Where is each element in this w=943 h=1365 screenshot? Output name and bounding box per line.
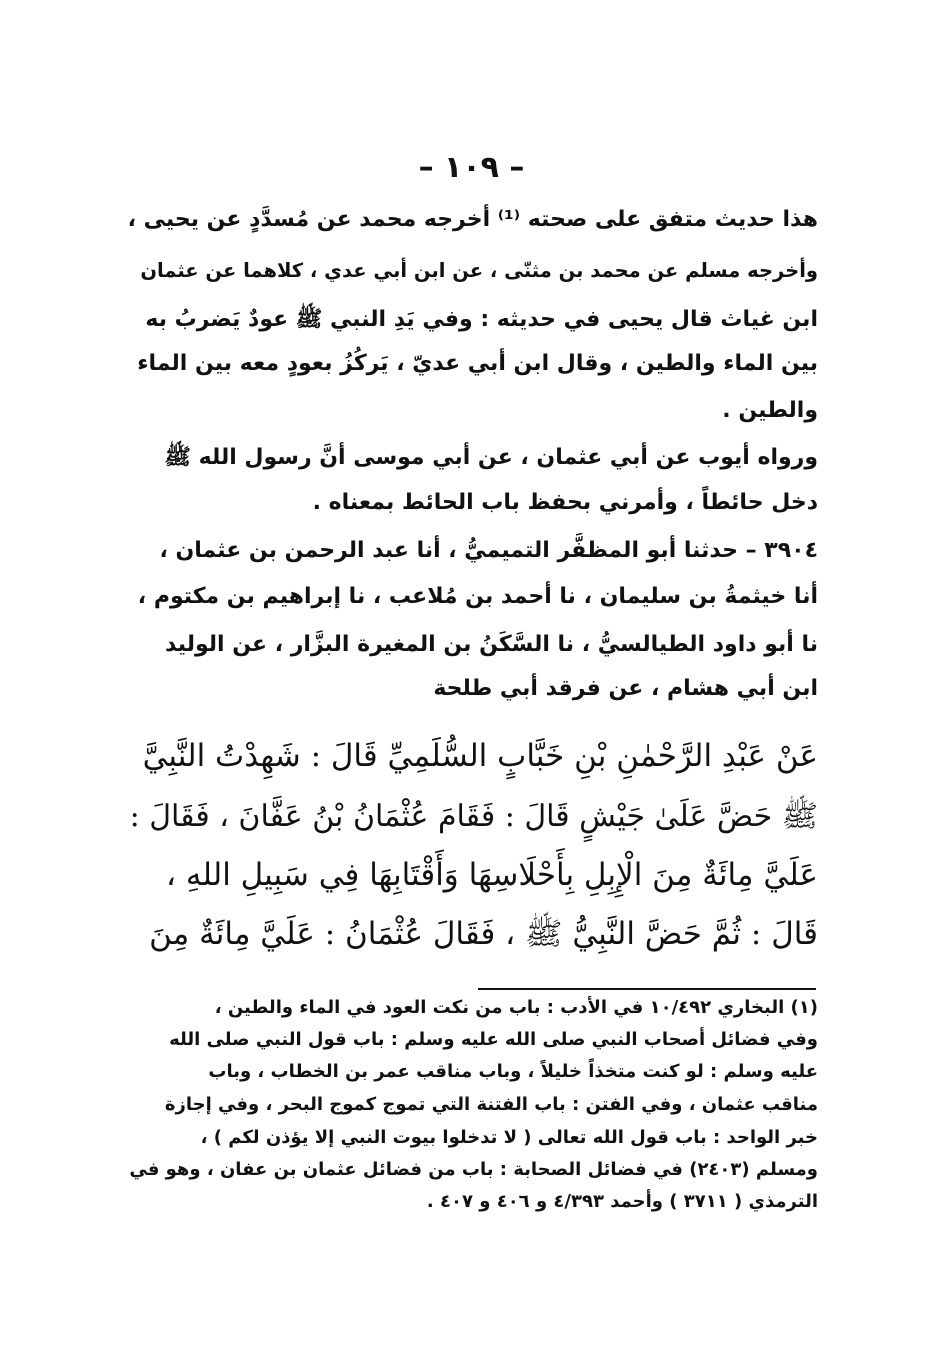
paragraph-1-line-1: هذا حديث متفق على صحته ⁽¹⁾ أخرجه محمد عن مُسدَّدٍ عن يحيى ، <box>127 207 818 232</box>
footnote-line-4: مناقب عثمان ، وفي الفتن : باب الفتنة التي تموج كموج البحر ، وفي إجازة <box>164 1094 818 1115</box>
paragraph-3-line-3: نا أبو داود الطيالسيُّ ، نا السَّكَنُ بن المغيرة البزَّار ، عن الوليد <box>165 632 818 657</box>
footnote-line-3: عليه وسلم : لو كنت متخذاً خليلاً ، وباب مناقب عمر بن الخطاب ، وباب <box>208 1061 818 1082</box>
footnote-line-6: ومسلم (٢٤٠٣) في فضائل الصحابة : باب من فضائل عثمان بن عفان ، وهو في <box>129 1159 818 1180</box>
paragraph-3-line-1: ٣٩٠٤ – حدثنا أبو المظفَّر التميميُّ ، أنا عبد الرحمن بن عثمان ، <box>159 538 818 563</box>
hadith-line-1: عَنْ عَبْدِ الرَّحْمٰنِ بْنِ خَبَّابٍ السُّلَمِيِّ قَالَ : شَهِدْتُ النَّبِيَّ <box>142 738 818 774</box>
paragraph-3-line-2: أنا خيثمةُ بن سليمان ، نا أحمد بن مُلاعب ، نا إبراهيم بن مكتوم ، <box>137 584 818 609</box>
paragraph-1-line-3: ابن غياث قال يحيى في حديثه : وفي يَدِ النبي ﷺ عودٌ يَضربُ به <box>145 307 818 332</box>
footnote-line-1: (١) البخاري ١٠/٤٩٢ في الأدب : باب من نكت العود في الماء والطين ، <box>214 997 818 1018</box>
footnote-separator <box>478 988 816 990</box>
hadith-line-3: عَلَيَّ مِائَةٌ مِنَ الْإِبِلِ بِأَحْلَاسِهَا وَأَقْتَابِهَا فِي سَبِيلِ اللهِ ، <box>166 857 818 893</box>
page-number: – ١٠٩ – <box>418 150 525 185</box>
paragraph-3-line-4: ابن أبي هشام ، عن فرقد أبي طلحة <box>433 676 818 701</box>
hadith-line-2: ﷺ حَضَّ عَلَىٰ جَيْشٍ قَالَ : فَقَامَ عُثْمَانُ بْنُ عَفَّانَ ، فَقَالَ : <box>129 799 818 834</box>
paragraph-1-line-5: والطين . <box>722 398 818 423</box>
paragraph-1-line-4: بين الماء والطين ، وقال ابن أبي عديّ ، يَركُزُ بعودٍ معه بين الماء <box>137 351 818 376</box>
footnote-line-5: خبر الواحد : باب قول الله تعالى ( لا تدخلوا بيوت النبي إلا يؤذن لكم ) ، <box>200 1127 818 1148</box>
paragraph-1-line-2: وأخرجه مسلم عن محمد بن مثنّى ، عن ابن أبي عدي ، كلاهما عن عثمان <box>140 259 818 282</box>
paragraph-2-line-1: ورواه أيوب عن أبي عثمان ، عن أبي موسى أنَّ رسول الله ﷺ <box>164 445 818 470</box>
footnote-line-7: الترمذي ( ٣٧١١ ) وأحمد ٤/٣٩٣ و ٤٠٦ و ٤٠٧ . <box>426 1191 818 1212</box>
paragraph-2-line-2: دخل حائطاً ، وأمرني بحفظ باب الحائط بمعناه . <box>312 490 818 515</box>
footnote-line-2: وفي فضائل أصحاب النبي صلى الله عليه وسلم : باب قول النبي صلى الله <box>169 1029 818 1050</box>
hadith-line-4: قَالَ : ثُمَّ حَضَّ النَّبِيُّ ﷺ ، فَقَالَ عُثْمَانُ : عَلَيَّ مِائَةٌ مِنَ <box>149 916 818 952</box>
